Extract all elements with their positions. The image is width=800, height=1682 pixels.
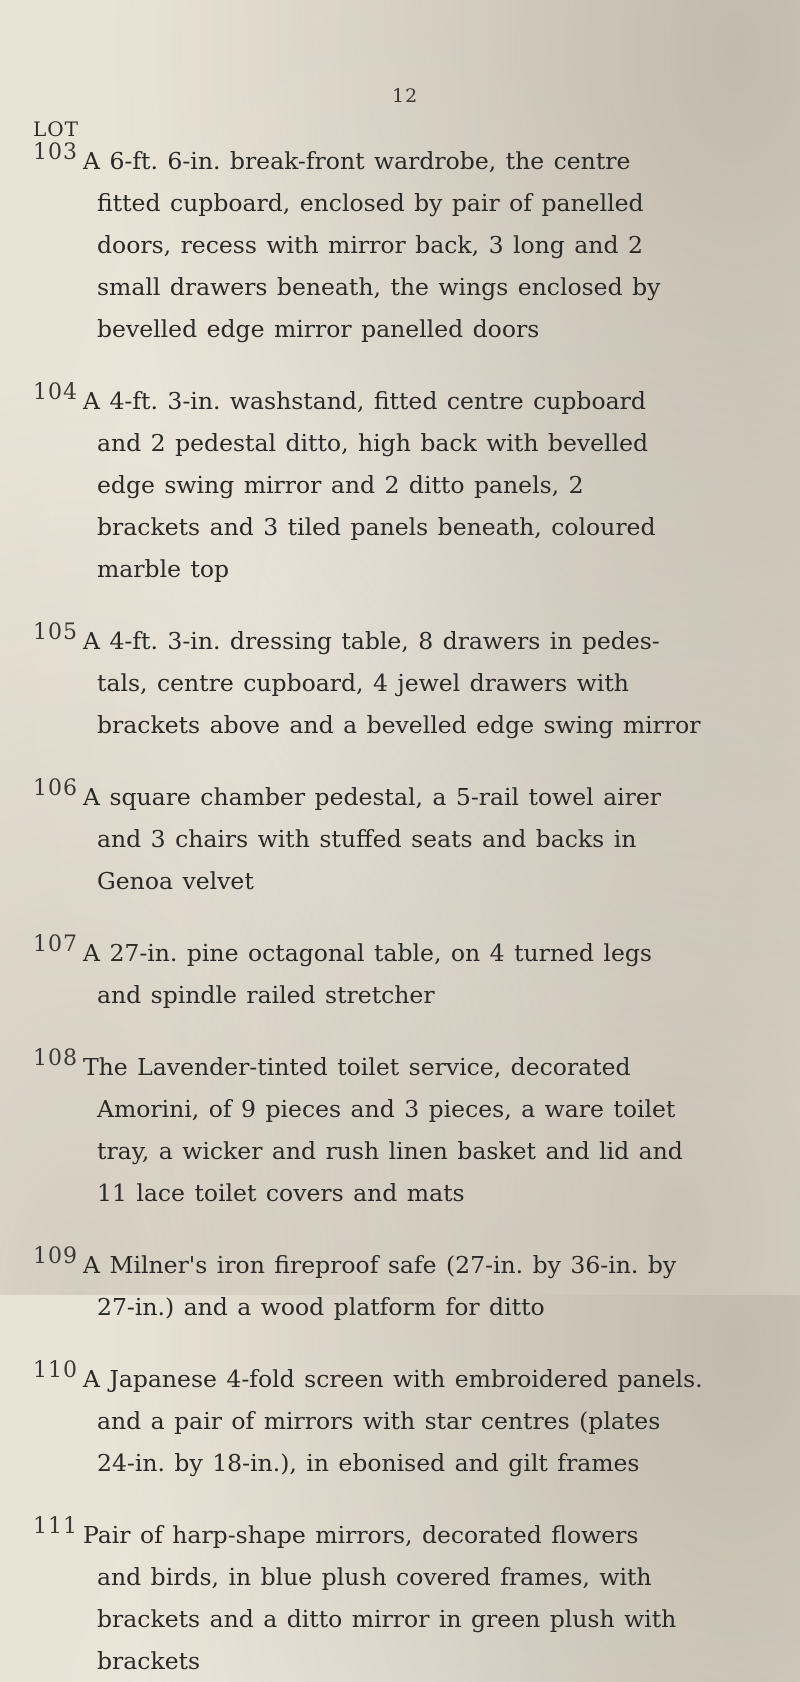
- description-line: fitted cupboard, enclosed by pair of panelled: [97, 189, 644, 217]
- description-line: marble top: [97, 555, 230, 583]
- lot-number: 111: [33, 1514, 78, 1539]
- description-line: 11 lace toilet covers and mats: [97, 1179, 465, 1207]
- description-line: bevelled edge mirror panelled doors: [97, 315, 540, 343]
- lot-column-header: LOT: [33, 117, 80, 141]
- description-line: edge swing mirror and 2 ditto panels, 2: [97, 471, 584, 499]
- lot-description: [83, 620, 747, 746]
- description-line: and 3 chairs with stuffed seats and backs in: [97, 825, 637, 853]
- description-line: Pair of harp-shape mirrors, decorated flowers: [83, 1521, 639, 1549]
- description-line: 27-in.) and a wood platform for ditto: [97, 1293, 545, 1321]
- description-line: A square chamber pedestal, a 5-rail towel airer: [83, 783, 662, 811]
- description-line: Genoa velvet: [97, 867, 254, 895]
- description-line: A 6-ft. 6-in. break-front wardrobe, the centre: [83, 147, 631, 175]
- page-number: 12: [392, 85, 419, 107]
- description-line: and 2 pedestal ditto, high back with bevelled: [97, 429, 649, 457]
- description-line: A 4-ft. 3-in. dressing table, 8 drawers in pedes-: [83, 627, 660, 655]
- lot-number: 103: [33, 140, 78, 165]
- description-line: and birds, in blue plush covered frames, with: [97, 1563, 652, 1591]
- lot-description: [83, 140, 747, 350]
- lot-number: 107: [33, 932, 78, 957]
- description-line: Amorini, of 9 pieces and 3 pieces, a ware toilet: [97, 1095, 676, 1123]
- lot-description: [83, 776, 747, 902]
- description-line: brackets and 3 tiled panels beneath, coloured: [97, 513, 656, 541]
- description-line: A 27-in. pine octagonal table, on 4 turned legs: [83, 939, 652, 967]
- lot-number: 110: [33, 1358, 78, 1383]
- lot-number: 105: [33, 620, 78, 645]
- description-line: tray, a wicker and rush linen basket and lid and: [97, 1137, 683, 1165]
- description-line: and a pair of mirrors with star centres (plates: [97, 1407, 661, 1435]
- lot-number: 106: [33, 776, 78, 801]
- lot-number: 104: [33, 380, 78, 405]
- description-line: brackets: [97, 1647, 201, 1675]
- description-line: brackets and a ditto mirror in green plush with: [97, 1605, 677, 1633]
- lot-number: 108: [33, 1046, 78, 1071]
- description-line: 24-in. by 18-in.), in ebonised and gilt frames: [97, 1449, 640, 1477]
- description-line: tals, centre cupboard, 4 jewel drawers with: [97, 669, 629, 697]
- lot-description: [83, 1046, 747, 1214]
- description-line: The Lavender-tinted toilet service, decorated: [83, 1053, 631, 1081]
- description-line: doors, recess with mirror back, 3 long and 2: [97, 231, 643, 259]
- lot-description: [83, 1244, 747, 1328]
- description-line: A 4-ft. 3-in. washstand, fitted centre cupboard: [83, 387, 646, 415]
- lot-description: [83, 1514, 747, 1682]
- lot-description: [83, 380, 747, 590]
- description-line: small drawers beneath, the wings enclosed by: [97, 273, 661, 301]
- lot-description: [83, 932, 747, 1016]
- description-line: brackets above and a bevelled edge swing mirror: [97, 711, 701, 739]
- description-line: and spindle railed stretcher: [97, 981, 435, 1009]
- lot-number: 109: [33, 1244, 78, 1269]
- description-line: A Japanese 4-fold screen with embroidered panels.: [83, 1365, 703, 1393]
- description-line: A Milner's iron fireproof safe (27-in. by 36-in. by: [83, 1251, 677, 1279]
- lot-description: [83, 1358, 747, 1484]
